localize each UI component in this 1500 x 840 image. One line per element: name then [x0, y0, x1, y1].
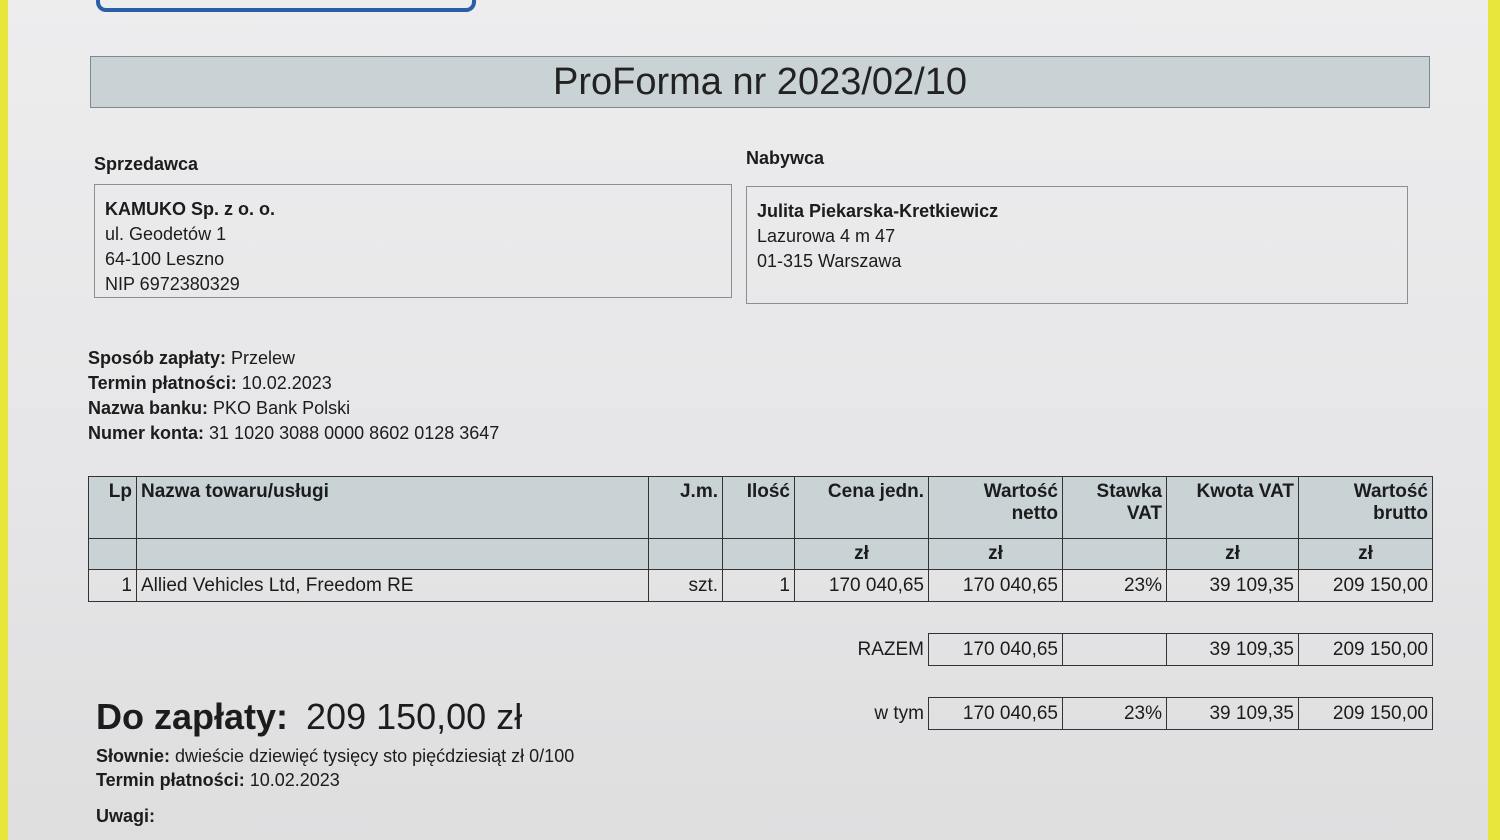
- breakdown-gross: 209 150,00: [1299, 698, 1433, 730]
- document-page: [8, 0, 1488, 840]
- row-lp: 1: [89, 570, 137, 602]
- total-empty: [89, 634, 137, 666]
- header-gross-line1: Wartość: [1353, 481, 1428, 502]
- header-gross: [1299, 477, 1433, 539]
- spacer-cell: [89, 602, 1433, 634]
- header-price: Cena jedn.: [795, 477, 929, 539]
- header-unit: J.m.: [649, 477, 723, 539]
- total-label: RAZEM: [857, 638, 924, 660]
- unit-cell-empty: [89, 539, 137, 570]
- amount-words-line: [96, 744, 574, 768]
- unit-price-currency: zł: [795, 539, 929, 570]
- buyer-box: [746, 186, 1408, 304]
- logo-frame: [96, 0, 476, 12]
- bank-label: Nazwa banku:: [88, 398, 209, 418]
- row-qty: 1: [723, 570, 795, 602]
- bank-line: [88, 396, 499, 421]
- breakdown-empty: [723, 698, 795, 730]
- seller-street: ul. Geodetów 1: [105, 224, 227, 244]
- amount-in-words-block: [96, 744, 574, 792]
- header-rate-line2: VAT: [1126, 503, 1162, 524]
- table-spacer: [89, 602, 1433, 634]
- seller-label: Sprzedawca: [94, 154, 199, 174]
- header-net-line1: Wartość: [983, 481, 1058, 502]
- amount-words-label: Słownie:: [96, 746, 171, 766]
- seller-box: [94, 184, 732, 298]
- seller-city: 64-100 Leszno: [105, 249, 225, 269]
- total-gross: 209 150,00: [1299, 634, 1433, 666]
- account-number: 31 1020 3088 0000 8602 0128 3647: [209, 423, 500, 443]
- payment-due: 10.02.2023: [241, 373, 332, 393]
- unit-gross-currency: zł: [1299, 539, 1433, 570]
- unit-cell-empty: [649, 539, 723, 570]
- unit-net-currency: zł: [929, 539, 1063, 570]
- amount-due: [96, 696, 522, 738]
- breakdown-vat: 39 109,35: [1167, 698, 1299, 730]
- header-lp: Lp: [89, 477, 137, 539]
- breakdown-rate: 23%: [1063, 698, 1167, 730]
- document-title: ProForma nr 2023/02/10: [90, 56, 1430, 108]
- amount-words: dwieście dziewięć tysięcy sto pięćdziesiąt zł 0/100: [175, 746, 575, 766]
- row-net: 170 040,65: [929, 570, 1063, 602]
- remarks-label: Uwagi:: [96, 806, 156, 826]
- unit-cell-empty: [137, 539, 649, 570]
- summary-due-label: Termin płatności:: [96, 770, 245, 790]
- summary-due: 10.02.2023: [249, 770, 340, 790]
- payment-method-label: Sposób zapłaty:: [88, 348, 227, 368]
- row-rate: 23%: [1063, 570, 1167, 602]
- table-units-row: [89, 539, 1433, 570]
- buyer-name: Julita Piekarska-Kretkiewicz: [757, 201, 999, 221]
- unit-cell-empty: [1063, 539, 1167, 570]
- amount-due-label: Do zapłaty:: [96, 696, 289, 737]
- header-net-line2: netto: [1011, 503, 1058, 524]
- breakdown-empty: [649, 698, 723, 730]
- payment-details: [88, 346, 499, 446]
- payment-method: Przelew: [231, 348, 296, 368]
- buyer-label: Nabywca: [746, 148, 825, 168]
- seller-nip: NIP 6972380329: [105, 274, 240, 294]
- buyer-street: Lazurowa 4 m 47: [757, 226, 896, 246]
- row-gross: 209 150,00: [1299, 570, 1433, 602]
- seller-name: KAMUKO Sp. z o. o.: [105, 199, 275, 219]
- table-spacer: [89, 666, 1433, 698]
- header-name: Nazwa towaru/usługi: [137, 477, 649, 539]
- summary-due-line: [96, 768, 574, 792]
- row-vat: 39 109,35: [1167, 570, 1299, 602]
- total-empty: [649, 634, 723, 666]
- spacer-cell: [89, 666, 1433, 698]
- header-net: [929, 477, 1063, 539]
- total-vat: 39 109,35: [1167, 634, 1299, 666]
- header-vat: Kwota VAT: [1167, 477, 1299, 539]
- total-rate-empty: [1063, 634, 1167, 666]
- account-label: Numer konta:: [88, 423, 205, 443]
- table-row: [89, 570, 1433, 602]
- header-gross-line2: brutto: [1373, 503, 1428, 524]
- header-rate-line1: Stawka: [1096, 481, 1162, 502]
- breakdown-label: w tym: [874, 702, 924, 724]
- total-row: [89, 634, 1433, 666]
- table-header-row: [89, 477, 1433, 539]
- amount-due-value: 209 150,00 zł: [306, 696, 523, 737]
- payment-due-line: [88, 371, 499, 396]
- total-empty: [723, 634, 795, 666]
- buyer-city: 01-315 Warszawa: [757, 251, 902, 271]
- payment-method-line: [88, 346, 499, 371]
- row-price: 170 040,65: [795, 570, 929, 602]
- total-empty: [137, 634, 649, 666]
- breakdown-net: 170 040,65: [929, 698, 1063, 730]
- payment-due-label: Termin płatności:: [88, 373, 237, 393]
- account-line: [88, 421, 499, 446]
- unit-cell-empty: [723, 539, 795, 570]
- items-table: [88, 476, 1433, 730]
- row-unit: szt.: [649, 570, 723, 602]
- bank-name: PKO Bank Polski: [213, 398, 351, 418]
- header-qty: Ilość: [723, 477, 795, 539]
- total-net: 170 040,65: [929, 634, 1063, 666]
- unit-vat-currency: zł: [1167, 539, 1299, 570]
- row-name: Allied Vehicles Ltd, Freedom RE: [137, 570, 649, 602]
- header-rate: [1063, 477, 1167, 539]
